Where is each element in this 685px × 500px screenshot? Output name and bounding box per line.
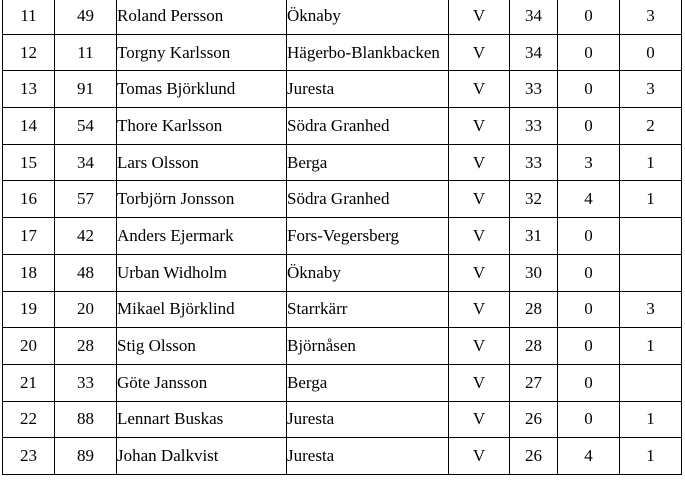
name-cell: Johan Dalkvist: [117, 438, 287, 475]
value-cell-a: 0: [558, 108, 620, 145]
value-cell-b: 3: [620, 291, 682, 328]
club-cell: Björnåsen: [287, 328, 449, 365]
class-cell: V: [449, 0, 510, 34]
placement-cell: 11: [3, 0, 55, 34]
value-cell-b: [620, 254, 682, 291]
class-cell: V: [449, 34, 510, 71]
score-cell: 28: [510, 291, 558, 328]
start-number-cell: 11: [55, 34, 117, 71]
name-cell: Torbjörn Jonsson: [117, 181, 287, 218]
club-cell: Starrkärr: [287, 291, 449, 328]
table-row: [3, 291, 682, 328]
club-cell: Juresta: [287, 401, 449, 438]
club-cell: Södra Granhed: [287, 108, 449, 145]
value-cell-a: 4: [558, 438, 620, 475]
start-number-cell: 48: [55, 254, 117, 291]
placement-cell: 13: [3, 71, 55, 108]
value-cell-a: 0: [558, 328, 620, 365]
score-cell: 32: [510, 181, 558, 218]
start-number-cell: 57: [55, 181, 117, 218]
placement-cell: 16: [3, 181, 55, 218]
name-cell: Thore Karlsson: [117, 108, 287, 145]
placement-cell: 21: [3, 364, 55, 401]
score-cell: 34: [510, 34, 558, 71]
table-row: [3, 108, 682, 145]
value-cell-b: 0: [620, 34, 682, 71]
value-cell-a: 0: [558, 364, 620, 401]
value-cell-a: 0: [558, 0, 620, 34]
class-cell: V: [449, 364, 510, 401]
club-cell: Juresta: [287, 438, 449, 475]
score-cell: 30: [510, 254, 558, 291]
club-cell: Berga: [287, 144, 449, 181]
start-number-cell: 49: [55, 0, 117, 34]
table-row: [3, 401, 682, 438]
score-cell: 33: [510, 108, 558, 145]
class-cell: V: [449, 254, 510, 291]
value-cell-a: 0: [558, 218, 620, 255]
placement-cell: 15: [3, 144, 55, 181]
score-cell: 33: [510, 71, 558, 108]
table-row: [3, 438, 682, 475]
value-cell-b: 1: [620, 328, 682, 365]
club-cell: Juresta: [287, 71, 449, 108]
score-cell: 34: [510, 0, 558, 34]
value-cell-b: [620, 218, 682, 255]
placement-cell: 20: [3, 328, 55, 365]
start-number-cell: 42: [55, 218, 117, 255]
name-cell: Stig Olsson: [117, 328, 287, 365]
placement-cell: 17: [3, 218, 55, 255]
class-cell: V: [449, 401, 510, 438]
value-cell-a: 0: [558, 34, 620, 71]
value-cell-a: 0: [558, 71, 620, 108]
start-number-cell: 28: [55, 328, 117, 365]
value-cell-b: [620, 364, 682, 401]
class-cell: V: [449, 71, 510, 108]
table-row: [3, 181, 682, 218]
name-cell: Roland Persson: [117, 0, 287, 34]
club-cell: Öknaby: [287, 254, 449, 291]
start-number-cell: 89: [55, 438, 117, 475]
placement-cell: 22: [3, 401, 55, 438]
placement-cell: 14: [3, 108, 55, 145]
class-cell: V: [449, 328, 510, 365]
table-row: [3, 364, 682, 401]
table-row: [3, 328, 682, 365]
table-row: [3, 254, 682, 291]
table-row: [3, 0, 682, 34]
score-cell: 33: [510, 144, 558, 181]
value-cell-b: 1: [620, 144, 682, 181]
start-number-cell: 54: [55, 108, 117, 145]
results-table-container: [2, 0, 685, 475]
club-cell: Södra Granhed: [287, 181, 449, 218]
value-cell-b: 2: [620, 108, 682, 145]
placement-cell: 18: [3, 254, 55, 291]
club-cell: Öknaby: [287, 0, 449, 34]
class-cell: V: [449, 108, 510, 145]
class-cell: V: [449, 144, 510, 181]
name-cell: Tomas Björklund: [117, 71, 287, 108]
score-cell: 31: [510, 218, 558, 255]
score-cell: 26: [510, 401, 558, 438]
value-cell-a: 3: [558, 144, 620, 181]
name-cell: Anders Ejermark: [117, 218, 287, 255]
start-number-cell: 34: [55, 144, 117, 181]
club-cell: Berga: [287, 364, 449, 401]
value-cell-b: 1: [620, 181, 682, 218]
value-cell-a: 0: [558, 254, 620, 291]
class-cell: V: [449, 291, 510, 328]
start-number-cell: 91: [55, 71, 117, 108]
table-row: [3, 218, 682, 255]
class-cell: V: [449, 181, 510, 218]
name-cell: Torgny Karlsson: [117, 34, 287, 71]
class-cell: V: [449, 218, 510, 255]
placement-cell: 19: [3, 291, 55, 328]
value-cell-b: 1: [620, 438, 682, 475]
club-cell: Hägerbo-Blankbacken: [287, 34, 449, 71]
class-cell: V: [449, 438, 510, 475]
table-row: [3, 34, 682, 71]
value-cell-a: 0: [558, 401, 620, 438]
name-cell: Göte Jansson: [117, 364, 287, 401]
placement-cell: 23: [3, 438, 55, 475]
value-cell-a: 0: [558, 291, 620, 328]
table-row: [3, 144, 682, 181]
value-cell-b: 1: [620, 401, 682, 438]
score-cell: 28: [510, 328, 558, 365]
value-cell-b: 3: [620, 0, 682, 34]
value-cell-b: 3: [620, 71, 682, 108]
placement-cell: 12: [3, 34, 55, 71]
start-number-cell: 88: [55, 401, 117, 438]
name-cell: Lars Olsson: [117, 144, 287, 181]
table-row: [3, 71, 682, 108]
results-table: [2, 0, 682, 475]
name-cell: Mikael Björklind: [117, 291, 287, 328]
value-cell-a: 4: [558, 181, 620, 218]
start-number-cell: 20: [55, 291, 117, 328]
score-cell: 27: [510, 364, 558, 401]
name-cell: Lennart Buskas: [117, 401, 287, 438]
results-table-body: [3, 0, 682, 474]
score-cell: 26: [510, 438, 558, 475]
start-number-cell: 33: [55, 364, 117, 401]
club-cell: Fors-Vegersberg: [287, 218, 449, 255]
name-cell: Urban Widholm: [117, 254, 287, 291]
